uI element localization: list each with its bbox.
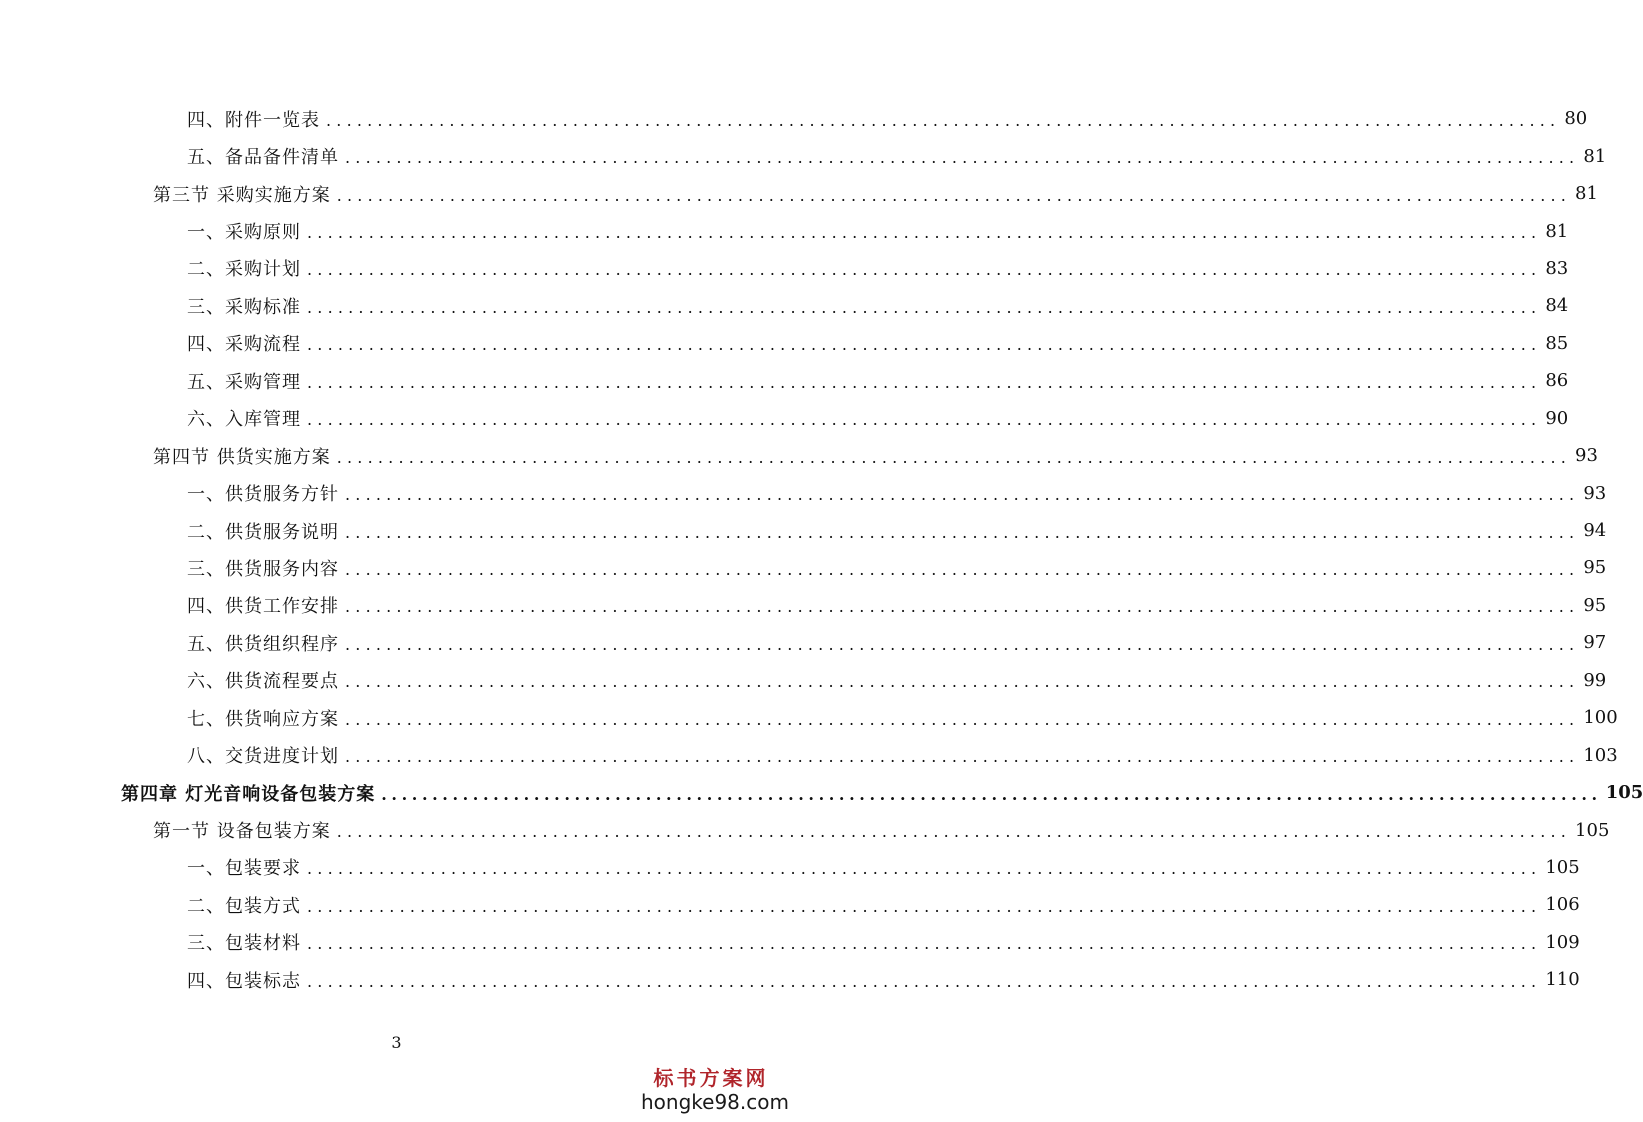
toc-entry-title: 二、供货服务说明 (187, 521, 339, 543)
toc-entry-title: 六、供货流程要点 (187, 671, 339, 693)
toc-entry-title: 五、供货组织程序 (187, 633, 339, 655)
toc-entry-page: 105 (1575, 819, 1610, 841)
toc-dot-leader: ........................................................................................................................ (307, 859, 1542, 879)
toc-dot-leader: ........................................................................................................................ (345, 485, 1580, 505)
toc-entry-page: 80 (1564, 108, 1588, 130)
toc-dot-leader: ........................................................................................................................ (307, 410, 1542, 430)
toc-entry-title: 四、供货工作安排 (187, 596, 339, 618)
toc-entry[interactable] (0, 137, 1607, 174)
toc-dot-leader: ........................................................................................................................ (345, 148, 1580, 168)
toc-entry-page: 105 (1545, 856, 1580, 878)
toc-entry-title: 一、包装要求 (187, 858, 301, 880)
toc-entry[interactable] (0, 362, 1569, 399)
toc-entry-page: 106 (1545, 894, 1580, 916)
toc-entry-title: 第四节 供货实施方案 (153, 446, 331, 468)
toc-entry[interactable] (0, 175, 1598, 212)
toc-entry-page: 93 (1583, 482, 1607, 504)
watermark-url: hongke98.com (641, 1090, 789, 1114)
toc-entry[interactable] (0, 811, 1610, 848)
toc-entry[interactable] (0, 849, 1580, 886)
toc-entry-page: 99 (1583, 669, 1607, 691)
toc-dot-leader: ........................................................................................................................ (307, 372, 1542, 392)
toc-entry-title: 四、包装标志 (187, 970, 301, 992)
toc-entry-title: 八、交货进度计划 (187, 746, 339, 768)
toc-entry-page: 97 (1583, 632, 1607, 654)
toc-entry-title: 第四章 灯光音响设备包装方案 (121, 783, 376, 805)
toc-entry[interactable] (0, 662, 1607, 699)
toc-entry-title: 一、采购原则 (187, 222, 301, 244)
toc-entry-title: 第一节 设备包装方案 (153, 821, 331, 843)
toc-dot-leader: ........................................................................................................................ (345, 672, 1580, 692)
toc-entry[interactable] (0, 961, 1580, 998)
toc-entry-page: 95 (1583, 557, 1607, 579)
toc-entry[interactable] (0, 287, 1569, 324)
toc-entry-title: 七、供货响应方案 (187, 708, 339, 730)
toc-entry[interactable] (0, 325, 1569, 362)
toc-entry-page: 94 (1583, 520, 1607, 542)
toc-dot-leader: ........................................................................................................................ (307, 335, 1542, 355)
toc-entry[interactable] (0, 924, 1580, 961)
toc-entry[interactable] (0, 736, 1618, 773)
toc-entry-page: 81 (1583, 145, 1607, 167)
table-of-contents (0, 100, 1643, 999)
toc-entry[interactable] (0, 624, 1607, 661)
toc-entry-page: 105 (1605, 782, 1643, 804)
toc-entry-page: 84 (1545, 295, 1569, 317)
toc-entry-page: 81 (1545, 220, 1569, 242)
toc-entry-page: 93 (1575, 445, 1598, 467)
toc-dot-leader: ........................................................................................................................ (307, 971, 1542, 991)
toc-entry[interactable] (0, 587, 1607, 624)
toc-dot-leader: ........................................................................................................................ (307, 297, 1542, 317)
toc-dot-leader: ........................................................................................................................ (345, 709, 1580, 729)
toc-dot-leader: ........................................................................................................................ (345, 559, 1580, 579)
toc-dot-leader: ........................................................................................................................ (336, 822, 1572, 842)
toc-entry-title: 二、采购计划 (187, 259, 301, 281)
toc-entry-page: 95 (1583, 594, 1607, 616)
toc-entry-title: 三、供货服务内容 (187, 558, 339, 580)
toc-entry-page: 103 (1583, 744, 1618, 766)
toc-dot-leader: ........................................................................................................................ (326, 110, 1561, 130)
toc-entry-page: 85 (1545, 332, 1569, 354)
toc-entry[interactable] (0, 400, 1569, 437)
toc-dot-leader: ........................................................................................................................ (345, 597, 1580, 617)
page-number: 3 (391, 1033, 402, 1052)
toc-dot-leader: ........................................................................................................................ (345, 634, 1580, 654)
watermark-title: 标书方案网 (653, 1066, 769, 1090)
toc-entry-page: 81 (1575, 183, 1598, 205)
toc-dot-leader: ........................................................................................................................ (336, 185, 1572, 205)
toc-entry[interactable] (0, 474, 1607, 511)
toc-dot-leader: ........................................................................................................................ (345, 522, 1580, 542)
toc-entry-title: 三、采购标准 (187, 296, 301, 318)
toc-dot-leader: ........................................................................................................................ (307, 223, 1542, 243)
toc-entry-page: 109 (1545, 931, 1580, 953)
toc-dot-leader: ........................................................................................................................ (307, 260, 1542, 280)
toc-entry-page: 100 (1583, 707, 1618, 729)
toc-entry-title: 四、附件一览表 (187, 109, 320, 131)
toc-entry-page: 86 (1545, 370, 1569, 392)
toc-entry[interactable] (0, 549, 1607, 586)
toc-entry-title: 一、供货服务方针 (187, 484, 339, 506)
toc-entry-title: 五、采购管理 (187, 371, 301, 393)
toc-entry-title: 五、备品备件清单 (187, 147, 339, 169)
toc-entry[interactable] (0, 774, 1643, 811)
toc-entry-title: 二、包装方式 (187, 895, 301, 917)
toc-entry-page: 90 (1545, 407, 1569, 429)
toc-dot-leader: ........................................................................................................................ (345, 747, 1580, 767)
toc-entry-title: 三、包装材料 (187, 933, 301, 955)
toc-entry[interactable] (0, 699, 1618, 736)
watermark (641, 1066, 789, 1114)
toc-entry[interactable] (0, 212, 1569, 249)
toc-entry[interactable] (0, 886, 1580, 923)
toc-entry[interactable] (0, 512, 1607, 549)
toc-dot-leader: ........................................................................................................................ (336, 447, 1572, 467)
toc-dot-leader: ........................................................................................................................ (307, 934, 1542, 954)
toc-entry-page: 83 (1545, 257, 1569, 279)
toc-entry-title: 第三节 采购实施方案 (153, 184, 331, 206)
toc-entry-page: 110 (1545, 969, 1580, 991)
toc-dot-leader: ........................................................................................................................ (307, 896, 1542, 916)
toc-entry-title: 四、采购流程 (187, 334, 301, 356)
toc-entry[interactable] (0, 100, 1588, 137)
toc-entry-title: 六、入库管理 (187, 409, 301, 431)
toc-entry[interactable] (0, 437, 1598, 474)
toc-entry[interactable] (0, 250, 1569, 287)
toc-dot-leader: ........................................................................................................................ (381, 784, 1602, 804)
